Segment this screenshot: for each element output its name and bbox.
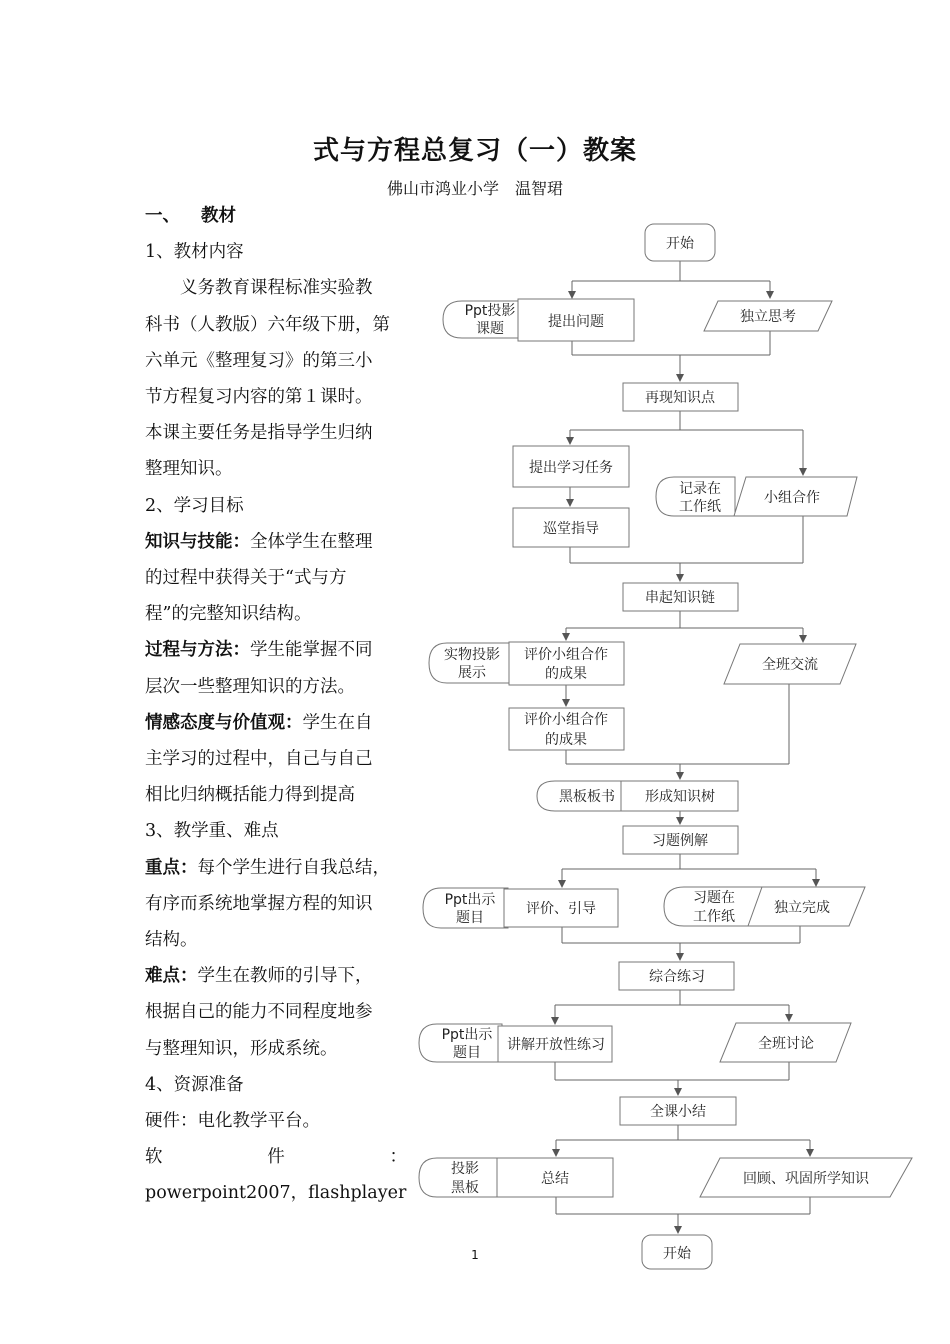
flow-label: 题目 [453,1045,481,1061]
flow-label: 课题 [476,321,504,337]
paragraph-line: 情感态度与价值观：学生在自 [145,712,373,733]
flow-labels [442,236,870,1262]
paragraph-line: 层次一些整理知识的方法。 [145,676,355,697]
paragraph-line: 硬件：电化教学平台。 [145,1111,320,1132]
flow-label: 回顾、巩固所学知识 [743,1171,869,1187]
flow-label: 全班讨论 [758,1036,814,1052]
author-line: 佛山市鸿业小学 温智珺 [386,179,563,198]
flow-label-end: 开始 [663,1246,691,1262]
paragraph-line: 相比归纳概括能力得到提高 [145,785,355,806]
flow-label: 工作纸 [693,909,735,925]
flow-label: 巡堂指导 [543,521,599,537]
paragraph-line: 本课主要任务是指导学生归纳 [145,423,373,444]
bold-label: 难点： [145,966,198,987]
page-title: 式与方程总复习（一）教案 [312,136,637,166]
paragraph-line: 知识与技能：全体学生在整理 [145,531,373,552]
bold-label: 情感态度与价值观： [145,712,303,733]
flow-label: 再现知识点 [645,390,715,406]
flow-label: 习题例解 [652,833,708,849]
subheading-3: 3、教学重、难点 [145,821,279,842]
flow-label: 习题在 [693,890,735,906]
flow-label: 总结 [541,1171,569,1187]
flow-label: 投影 [451,1161,479,1177]
flow-label: 的成果 [545,732,587,748]
flow-label: 实物投影 [444,647,500,663]
flow-label: 小组合作 [764,490,820,506]
paragraph-line: powerpoint2007，flashplayer [145,1183,407,1204]
flow-label: 提出问题 [548,314,604,330]
bold-label: 过程与方法： [145,640,250,661]
paragraph-line: 主学习的过程中，自己与自己 [145,749,373,770]
paragraph-line: 科书（人教版）六年级下册，第 [145,314,390,335]
page-number: 1 [471,1248,479,1262]
flow-label: Ppt出示 [441,1027,493,1043]
paragraph-line: 根据自己的能力不同程度地参 [145,1002,373,1023]
section-1-heading: 一、 教材 [145,206,236,226]
flow-label: 黑板板书 [559,789,615,805]
paragraph-line: 结构。 [145,930,198,951]
paragraph-line: 过程与方法：学生能掌握不同 [145,640,373,661]
flow-label: 评价小组合作 [524,712,608,728]
paragraph-line: 有序而系统地掌握方程的知识 [145,893,373,914]
flow-label: Ppt投影 [464,303,516,319]
flow-label: 独立思考 [740,309,796,325]
flow-label: 全课小结 [650,1104,706,1120]
paragraph-line: 重点：每个学生进行自我总结， [145,857,390,878]
subheading-4: 4、资源准备 [145,1074,244,1095]
flow-label: 评价、引导 [526,901,596,917]
paragraph-line: 的过程中获得关于“式与方 [145,568,347,589]
bold-label: 重点： [145,857,198,878]
paragraph-line: 六单元《整理复习》的第三小 [145,350,373,371]
flow-label: 评价小组合作 [524,647,608,663]
flow-label-start: 开始 [666,236,694,252]
paragraph-line: 与整理知识，形成系统。 [145,1038,338,1059]
flow-label: 展示 [458,665,486,681]
flow-label: 记录在 [679,481,721,497]
flow-label: 综合练习 [649,969,705,985]
paragraph-line: 程”的完整知识结构。 [145,604,312,625]
subheading-2: 2、学习目标 [145,495,244,516]
bold-label: 知识与技能： [145,531,250,552]
flow-label: 形成知识树 [645,789,715,805]
flow-label: 讲解开放性练习 [507,1037,605,1053]
paragraph-line: 义务教育课程标准实验教 [180,278,373,299]
flow-label: 题目 [456,910,484,926]
flow-label: 独立完成 [774,900,830,916]
flow-label: Ppt出示 [444,892,496,908]
flow-label: 黑板 [451,1180,479,1196]
paragraph-line: 软 件 ： [145,1147,407,1168]
subheading-1: 1、教材内容 [145,242,244,263]
flow-label: 串起知识链 [645,590,715,606]
paragraph-line: 难点：学生在教师的引导下， [145,966,373,987]
paragraph-line: 整理知识。 [145,459,233,480]
paragraph-line: 节方程复习内容的第１课时。 [145,387,373,408]
flow-label: 工作纸 [679,499,721,515]
flow-label: 的成果 [545,666,587,682]
flow-label: 全班交流 [762,657,818,673]
flow-label: 提出学习任务 [529,460,613,476]
